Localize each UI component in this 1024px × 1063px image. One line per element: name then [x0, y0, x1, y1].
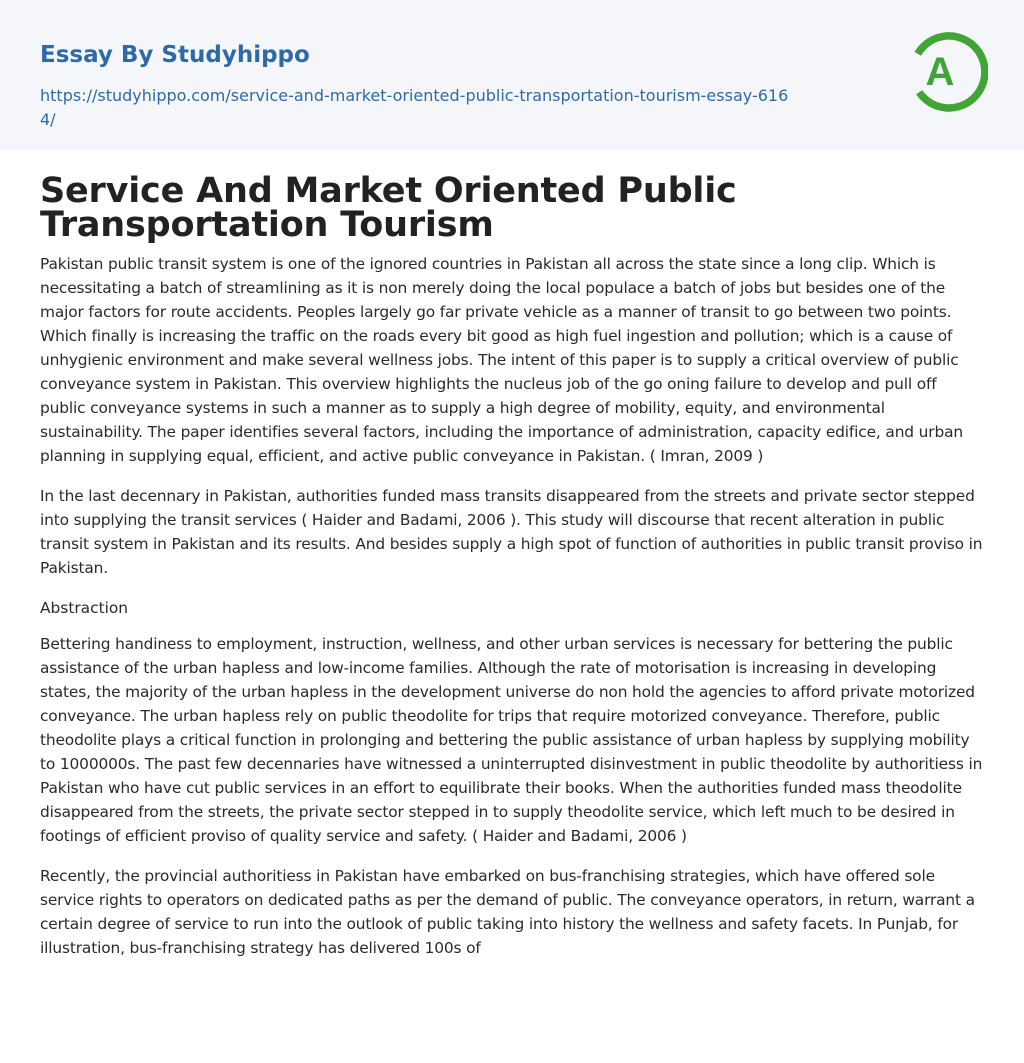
studyhippo-logo-icon[interactable] — [904, 28, 988, 116]
essay-paragraph: Pakistan public transit system is one of the ignored countries in Pakistan all across the state since a long clip. Which is necessitating a batch of streamlining as it is non merely doing the local populace a batch of jobs but besides one of the major factors for route accidents. Peoples largely go far private vehicle as a manner of transit to go between two points. Which finally is increasing the traffic on the roads every bit good as high fuel ingestion and pollution; which is a cause of unhygienic environment and make several wellness jobs. The intent of this paper is to supply a critical overview of public conveyance system in Pakistan. This overview highlights the nucleus job of the go oning failure to develop and pull off public conveyance systems in such a manner as to supply a high degree of mobility, equity, and environmental sustainability. The paper identifies several factors, including the importance of administration, capacity edifice, and urban planning in supplying equal, efficient, and active public conveyance in Pakistan. ( Imran, 2009 ) — [40, 255, 963, 465]
essay-paragraph: Recently, the provincial authoritiess in Pakistan have embarked on bus-franchising strategies, which have offered sole service rights to operators on dedicated paths as per the demand of public. The conveyance operators, in return, warrant a certain degree of service to run into the outlook of public taking into history the wellness and safety facets. In Punjab, for illustration, bus-franchising strategy has delivered 100s of — [40, 867, 975, 957]
essay-content — [0, 171, 1024, 960]
essay-url-link[interactable]: https://studyhippo.com/service-and-market-oriented-public-transportation-tourism-essay-6164/ — [40, 86, 789, 129]
essay-title: Service And Market Oriented Public Transportation Tourism — [40, 171, 737, 245]
essay-paragraph: Bettering handiness to employment, instruction, wellness, and other urban services is necessary for bettering the public assistance of the urban hapless and low-income families. Although the rate of motorisation is increasing in developing states, the majority of the urban hapless in the development universe do non hold the agencies to afford private motorized conveyance. The urban hapless rely on public theodolite for trips that require motorized conveyance. Therefore, public theodolite plays a critical function in prolonging and bettering the public assistance of urban hapless by supplying mobility to 1000000s. The past few decennaries have witnessed a uninterrupted disinvestment in public theodolite by authoritiess in Pakistan who have cut public services in an effort to equilibrate their books. When the authorities funded mass theodolite disappeared from the streets, the private sector stepped in to supply theodolite service, which left much to be desired in footings of efficient proviso of quality service and safety. ( Haider and Badami, 2006 ) — [40, 635, 983, 845]
essay-paragraph: In the last decennary in Pakistan, authorities funded mass transits disappeared from the streets and private sector stepped into supplying the transit services ( Haider and Badami, 2006 ). This study will discourse that recent alteration in public transit system in Pakistan and its results. And besides supply a high spot of function of authorities in public transit proviso in Pakistan. — [40, 487, 983, 577]
logo-letter: A — [925, 50, 955, 94]
page-header — [0, 0, 1024, 150]
site-title[interactable]: Essay By Studyhippo — [40, 42, 310, 68]
section-heading: Abstraction — [40, 599, 129, 617]
